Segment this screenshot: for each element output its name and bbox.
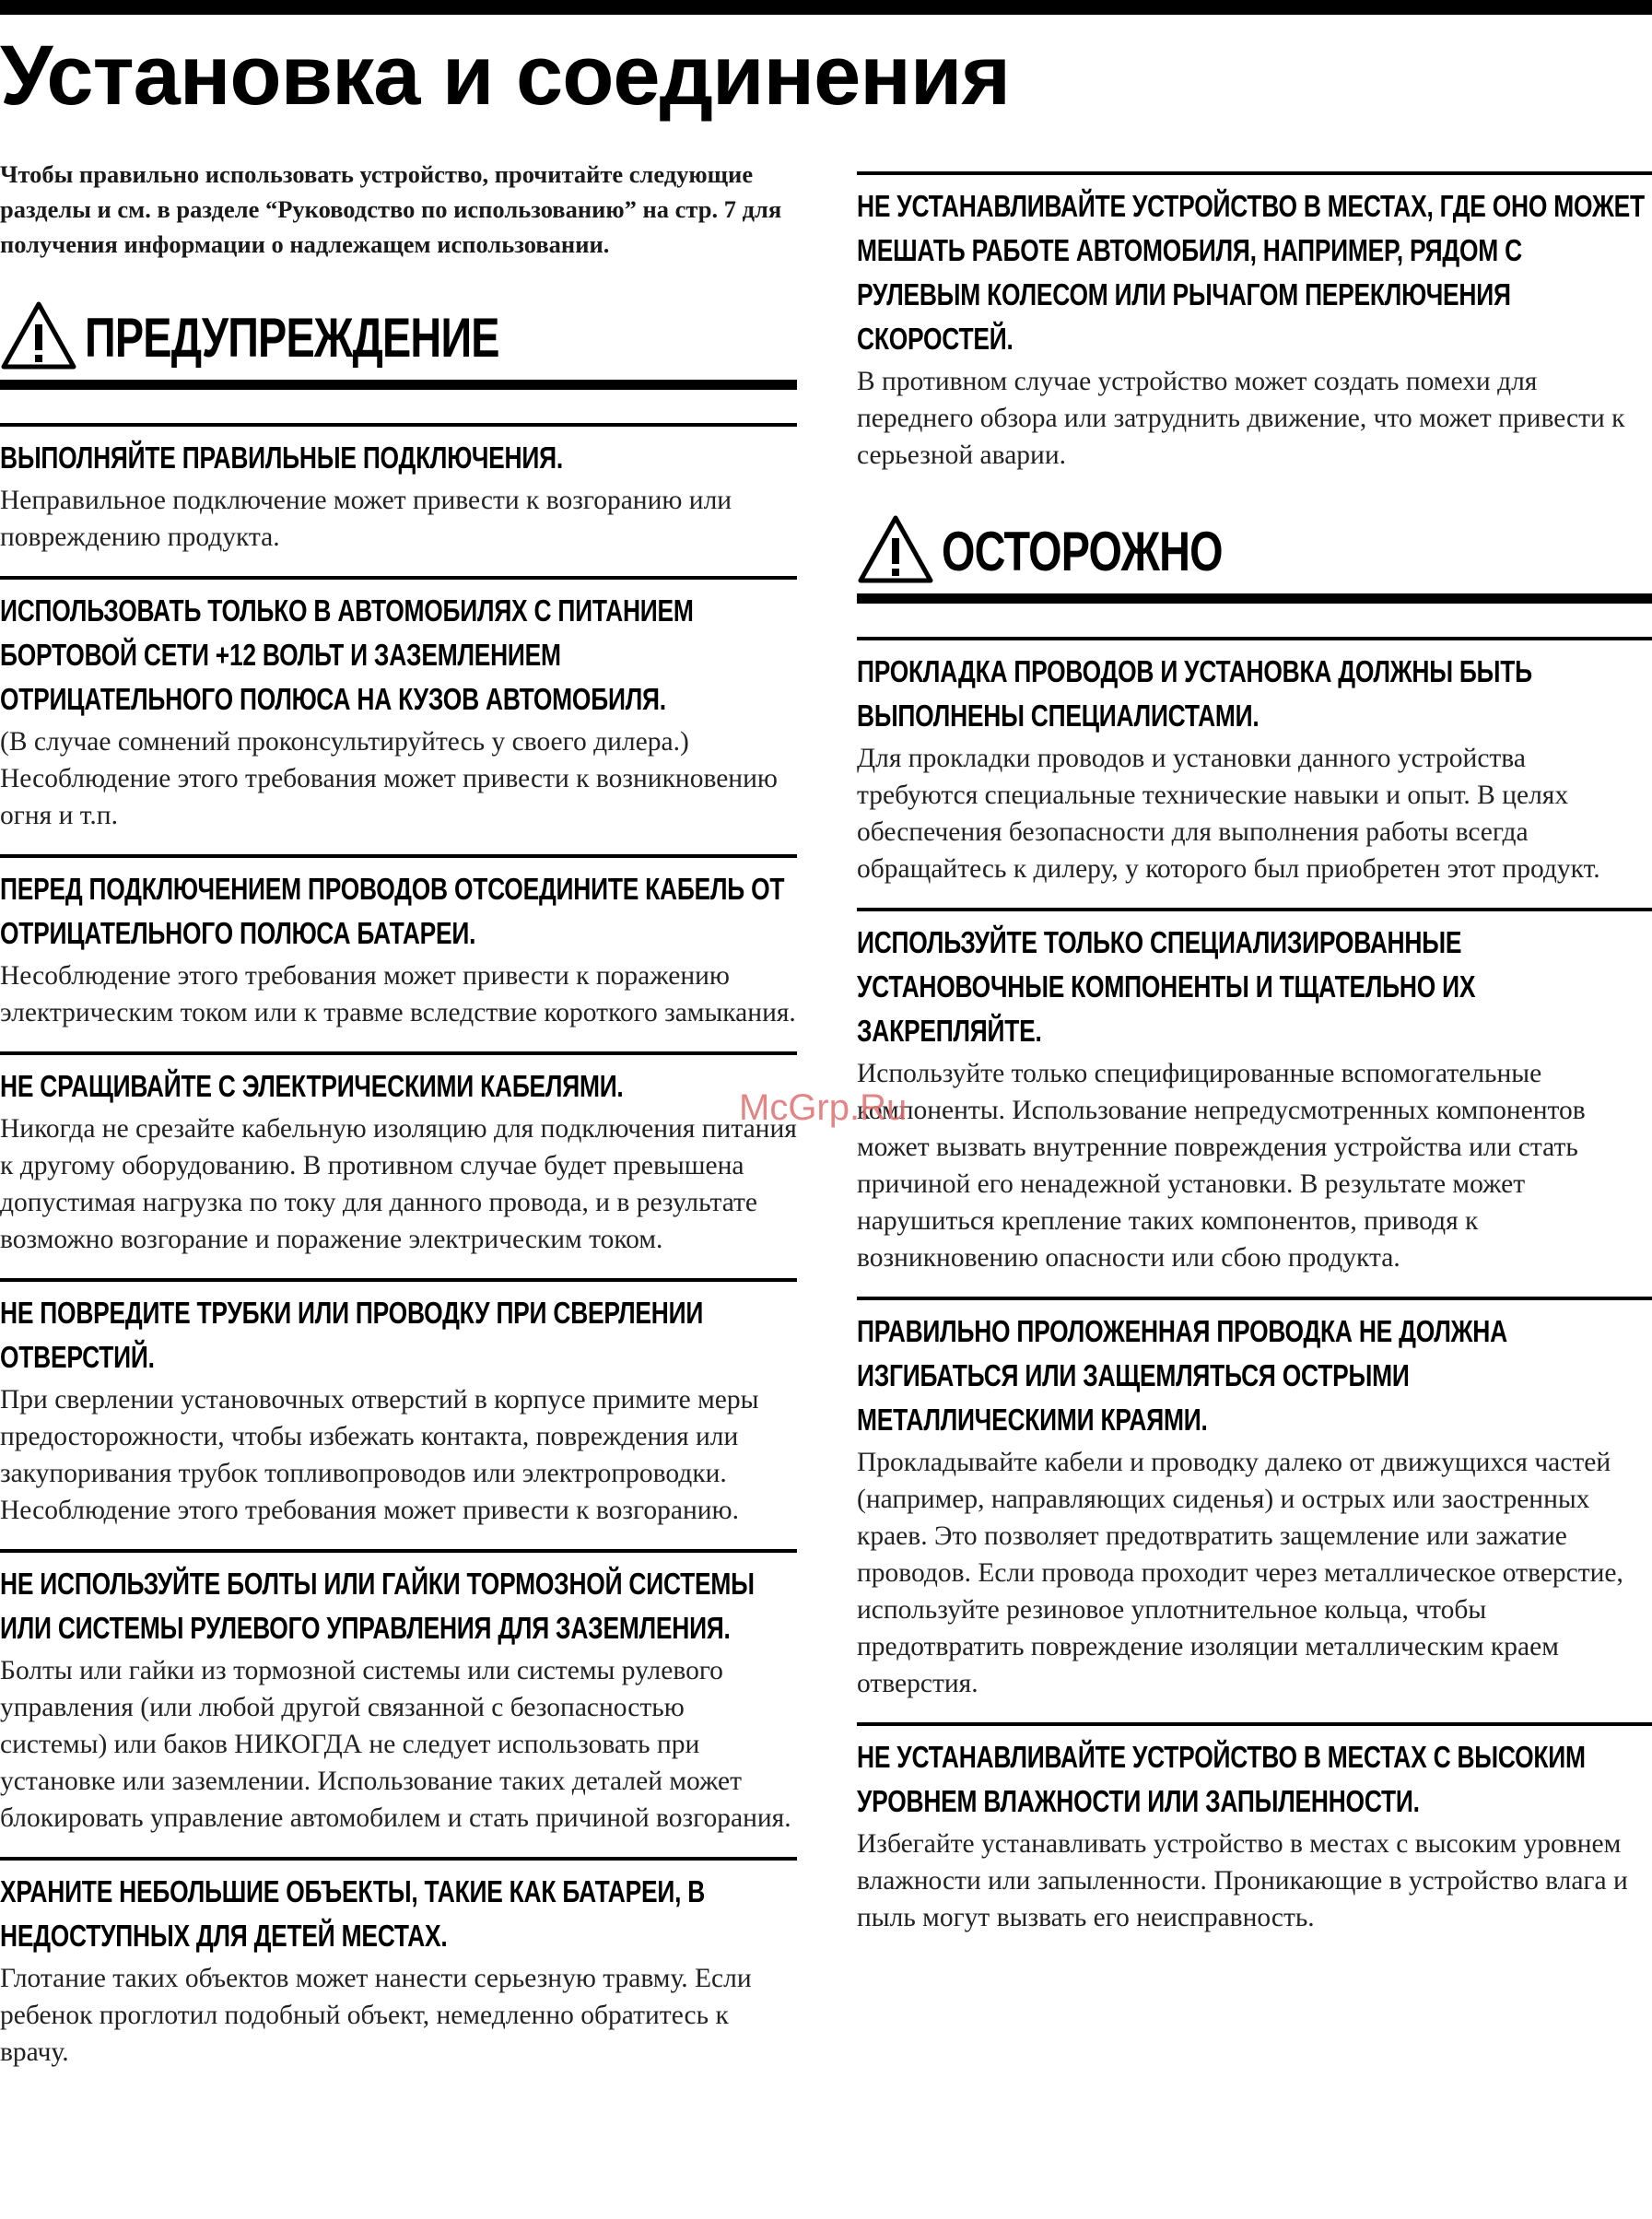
section-heading: НЕ СРАЩИВАЙТЕ С ЭЛЕКТРИЧЕСКИМИ КАБЕЛЯМИ. (0, 1069, 624, 1103)
right-column (857, 157, 1652, 1936)
warning-banner (0, 297, 797, 370)
caution-section (857, 908, 1652, 1276)
section-heading: НЕ УСТАНАВЛИВАЙТЕ УСТРОЙСТВО В МЕСТАХ, ГДЕ ОНО МОЖЕТ МЕШАТЬ РАБОТЕ АВТОМОБИЛЯ, НАПРИМЕР, РЯДОМ С РУЛЕВЫМ КОЛЕСОМ ИЛИ РЫЧАГОМ ПЕРЕКЛЮЧЕНИЯ СКОРОСТЕЙ. (857, 189, 1645, 356)
section-body: Несоблюдение этого требования может привести к поражению электрическим током или к травме вследствие короткого замыкания. (0, 961, 796, 1027)
section-body: Избегайте устанавливать устройство в местах с высоким уровнем влажности или запыленности. Проникающие в устройство влага и пыль могут вызвать его неисправность. (857, 1829, 1628, 1932)
section-body: При сверлении установочных отверстий в корпусе примите меры предосторожности, чтобы избежать контакта, повреждения или закупоривания трубок топливопроводов или электропроводки. Несоблюдение этого требования может привести к возгоранию. (0, 1385, 759, 1525)
section-heading: НЕ ИСПОЛЬЗУЙТЕ БОЛТЫ ИЛИ ГАЙКИ ТОРМОЗНОЙ СИСТЕМЫ ИЛИ СИСТЕМЫ РУЛЕВОГО УПРАВЛЕНИЯ ДЛЯ ЗАЗЕМЛЕНИЯ. (0, 1567, 755, 1645)
watermark: McGrp.Ru (739, 1087, 908, 1128)
warning-section (0, 1549, 797, 1837)
section-heading: НЕ ПОВРЕДИТЕ ТРУБКИ ИЛИ ПРОВОДКУ ПРИ СВЕРЛЕНИИ ОТВЕРСТИЙ. (0, 1296, 704, 1374)
section-body: Прокладывайте кабели и проводку далеко от движущихся частей (например, направляющих сиденья) и острых или заостренных краев. Это позволяет предотвратить защемление или зажатие проводов. Если провода проходит через металлическое отверстие, используйте резиновое уплотнительное кольца, чтобы предотвратить повреждение изоляции металлическим краем отверстия. (857, 1448, 1623, 1698)
caution-section (857, 1297, 1652, 1702)
banner-rule (857, 593, 1652, 604)
section-body: В противном случае устройство может создать помехи для переднего обзора или затруднить движение, что может привести к серьезной аварии. (857, 367, 1625, 470)
section-heading: ПРАВИЛЬНО ПРОЛОЖЕННАЯ ПРОВОДКА НЕ ДОЛЖНА ИЗГИБАТЬСЯ ИЛИ ЗАЩЕМЛЯТЬСЯ ОСТРЫМИ МЕТАЛЛИЧЕСКИМИ КРАЯМИ. (857, 1314, 1507, 1437)
section-body: Никогда не срезайте кабельную изоляцию для подключения питания к другому оборудованию. В противном случае будет превышена допустимая нагрузка по току для данного провода, и в результате возможно возгорание и поражение электрическим током. (0, 1114, 797, 1254)
section-body: Для прокладки проводов и установки данного устройства требуются специальные технические навыки и опыт. В целях обеспечения безопасности для выполнения работы всегда обращайтесь к дилеру, у которого был приобретен этот продукт. (857, 744, 1600, 884)
section-body: Используйте только специфицированные вспомогательные компоненты. Использование непредусмотренных компонентов может вызвать внутренние повреждения устройства или стать причиной его ненадежной установки. В результате может нарушиться крепление таких компонентов, приводя к возникновению опасности или сбою продукта. (857, 1059, 1586, 1273)
warning-section (0, 1857, 797, 2071)
section-heading: НЕ УСТАНАВЛИВАЙТЕ УСТРОЙСТВО В МЕСТАХ С ВЫСОКИМ УРОВНЕМ ВЛАЖНОСТИ ИЛИ ЗАПЫЛЕННОСТИ. (857, 1740, 1586, 1818)
warning-triangle-icon (857, 514, 934, 584)
top-rule (0, 0, 1652, 15)
warning-section (0, 1051, 797, 1258)
warning-section (857, 171, 1652, 474)
left-column (0, 157, 797, 2071)
section-heading: ИСПОЛЬЗОВАТЬ ТОЛЬКО В АВТОМОБИЛЯХ С ПИТАНИЕМ БОРТОВОЙ СЕТИ +12 ВОЛЬТ И ЗАЗЕМЛЕНИЕМ ОТРИЦАТЕЛЬНОГО ПОЛЮСА НА КУЗОВ АВТОМОБИЛЯ. (0, 593, 694, 716)
section-body: Болты или гайки из тормозной системы или системы рулевого управления (или любой другой связанной с безопасностью системы) или баков НИКОГДА не следует использовать при установке или заземлении. Использование таких деталей может блокировать управление автомобилем и стать причиной возгорания. (0, 1656, 791, 1833)
caution-banner (857, 511, 1652, 584)
warning-section (0, 1278, 797, 1529)
section-heading: ХРАНИТЕ НЕБОЛЬШИЕ ОБЪЕКТЫ, ТАКИЕ КАК БАТАРЕИ, В НЕДОСТУПНЫХ ДЛЯ ДЕТЕЙ МЕСТАХ. (0, 1874, 706, 1953)
warning-section (0, 423, 797, 556)
section-heading: ПЕРЕД ПОДКЛЮЧЕНИЕМ ПРОВОДОВ ОТСОЕДИНИТЕ КАБЕЛЬ ОТ ОТРИЦАТЕЛЬНОГО ПОЛЮСА БАТАРЕИ. (0, 872, 785, 950)
section-body: Неправильное подключение может привести к возгоранию или повреждению продукта. (0, 486, 732, 552)
intro-paragraph: Чтобы правильно использовать устройство, прочитайте следующие разделы и см. в разделе “Руководство по использованию” на стр. 7 для получения информации о надлежащем использовании. (0, 160, 782, 258)
section-heading: ПРОКЛАДКА ПРОВОДОВ И УСТАНОВКА ДОЛЖНЫ БЫТЬ ВЫПОЛНЕНЫ СПЕЦИАЛИСТАМИ. (857, 654, 1532, 733)
section-body: Глотание таких объектов может нанести серьезную травму. Если ребенок проглотил подобный объект, немедленно обратитесь к врачу. (0, 1964, 752, 2067)
warning-section (0, 854, 797, 1031)
warning-triangle-icon (0, 300, 77, 370)
caution-section (857, 637, 1652, 887)
section-heading: ВЫПОЛНЯЙТЕ ПРАВИЛЬНЫЕ ПОДКЛЮЧЕНИЯ. (0, 440, 563, 475)
section-heading: ИСПОЛЬЗУЙТЕ ТОЛЬКО СПЕЦИАЛИЗИРОВАННЫЕ УСТАНОВОЧНЫЕ КОМПОНЕНТЫ И ТЩАТЕЛЬНО ИХ ЗАКРЕПЛЯЙТЕ. (857, 925, 1476, 1048)
warning-section (0, 576, 797, 834)
banner-rule (0, 380, 797, 390)
caution-banner-title: ОСТОРОЖНО (942, 521, 1223, 582)
caution-section (857, 1722, 1652, 1936)
page-title: Установка и соединения (0, 29, 1011, 123)
warning-banner-title: ПРЕДУПРЕЖДЕНИЕ (85, 307, 499, 369)
section-body: (В случае сомнений проконсультируйтесь у своего дилера.) Несоблюдение этого требования может привести к возникновению огня и т.п. (0, 727, 778, 830)
